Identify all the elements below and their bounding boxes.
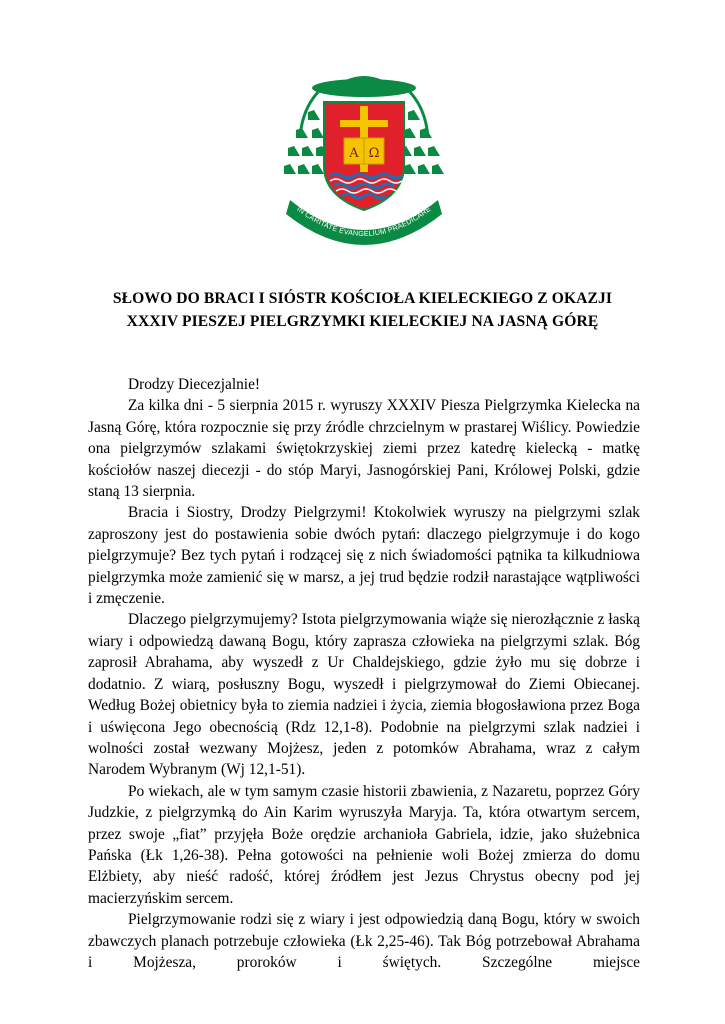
paragraph-5: Pielgrzymowanie rodzi się z wiary i jest odpowiedzią daną Bogu, który w swoich zbawczych planach potrzebuje człowieka (Łk 2,25-46). Tak Bóg potrzebował Abrahama i Mojżesza, proroków i świętych. Szczególne miejsce <box>88 911 640 971</box>
document-title-line-2: XXXIV PIESZEJ PIELGRZYMKI KIELECKIEJ NA JASNĄ GÓRĘ <box>126 313 599 330</box>
alpha-letter: A <box>349 146 359 161</box>
document-title-line-1: SŁOWO DO BRACI I SIÓSTR KOŚCIOŁA KIELECKIEGO Z OKAZJI <box>112 290 613 307</box>
letter-body <box>88 374 640 973</box>
paragraph-1: Za kilka dni - 5 sierpnia 2015 r. wyruszy XXXIV Piesza Pielgrzymka Kielecka na Jasną Górę, która rozpocznie się przy źródle chrzcielnym w prastarej Wiślicy. Powiedzie ona pielgrzymów szlakami świętokrzyskiej ziemi przez katedrę kielecką - matkę kościołów naszej diecezji - do stóp Maryi, Jasnogórskiej Pani, Królowej Polski, gdzie staną 13 sierpnia. <box>88 397 640 501</box>
omega-letter: Ω <box>368 146 380 161</box>
coat-of-arms <box>282 68 446 248</box>
coat-of-arms-icon <box>282 68 446 248</box>
paragraph-2: Bracia i Siostry, Drodzy Pielgrzymi! Ktokolwiek wyruszy na pielgrzymi szlak zaproszony jest do postawienia sobie dwóch pytań: dlaczego pielgrzymuje i do kogo pielgrzymuje? Bez tych pytań i rodzącej się z nich świadomości pątnika ta kilkudniowa pielgrzymka może zamienić się w marsz, a jej trud będzie rodził narastające wątpliwości i zmęczenie. <box>88 504 640 608</box>
paragraph-3: Dlaczego pielgrzymujemy? Istota pielgrzymowania wiąże się nierozłącznie z łaską wiary i odpowiedzą dawaną Bogu, który zaprasza człowieka na pielgrzymi szlak. Bóg zaprosił Abrahama, aby wyszedł z Ur Chaldejskiego, gdzie żyło mu się dobrze i dodatnio. Z wiarą, posłuszny Bogu, wyszedł i pielgrzymował do Ziemi Obiecanej. Według Bożej obietnicy była to ziemia nadziei i życia, ziemia błogosławiona przez Boga i uświęcona Jego obecnością (Rdz 12,1-8). Podobnie na pielgrzymi szlak nadziei i wolności został wezwany Mojżesz, jeden z potomków Abrahama, wraz z całym Narodem Wybranym (Wj 12,1-51). <box>88 611 640 779</box>
motto-text: IN CARITATE EVANGELIUM PRAEDICARE <box>295 204 433 239</box>
paragraph-4: Po wiekach, ale w tym samym czasie historii zbawienia, z Nazaretu, poprzez Góry Judzkie, z pielgrzymką do Ain Karim wyruszyła Maryja. Ta, która otwartym sercem, przez swoje „fiat” przyjęła Boże orędzie archanioła Gabriela, idzie, jako służebnica Pańska (Łk 1,26-38). Pełna gotowości na pełnienie woli Bożej zmierza do domu Elżbiety, aby nieść radość, której źródłem jest Jezus Chrystus obecny pod jej macierzyńskim sercem. <box>88 782 640 907</box>
greeting: Drodzy Diecezjalnie! <box>128 376 261 393</box>
